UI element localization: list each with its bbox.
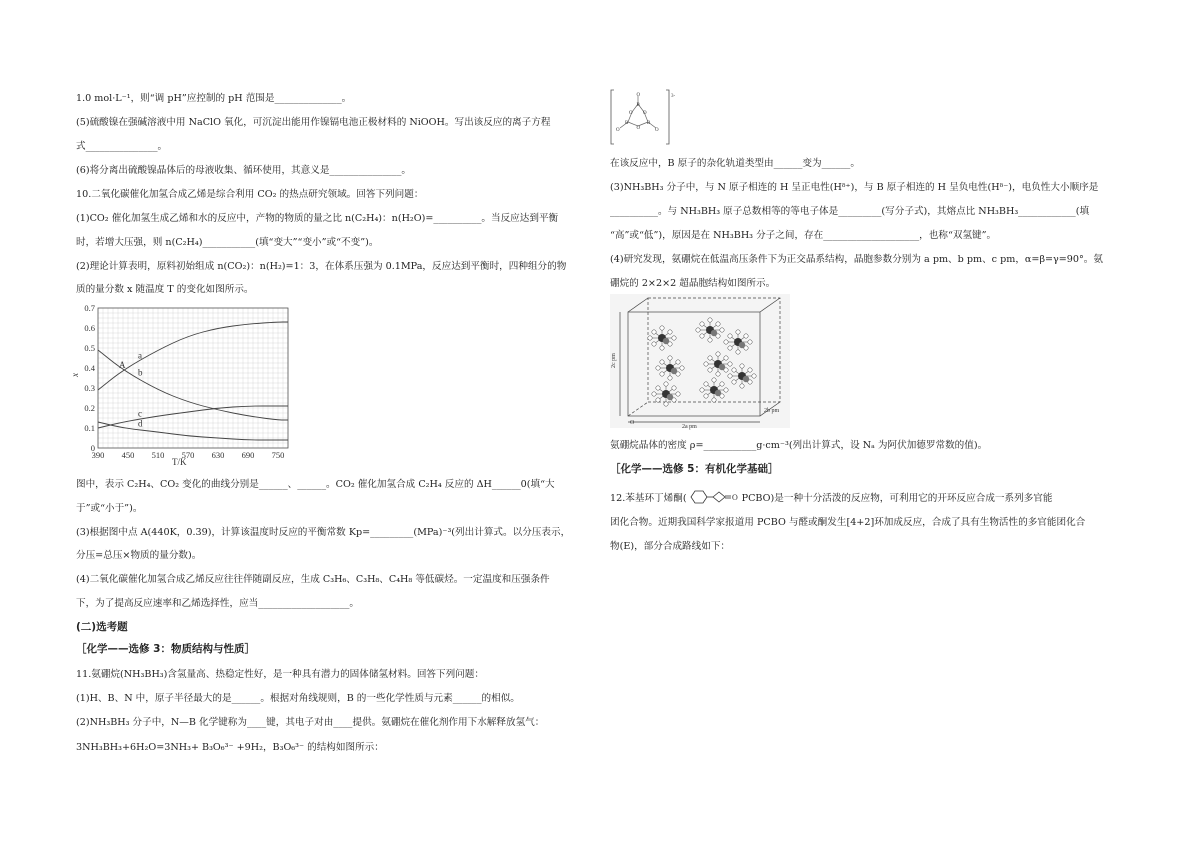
text-line: 1.0 mol·L⁻¹，则“调 pH”应控制的 pH 范围是______________。 <box>76 93 352 104</box>
charge-label: 3- <box>671 94 676 99</box>
question-12-line: 12.苯基环丁烯酮( O PCBO)是一种十分活泼的反应物，可利用它的开环反应合成一系列多官能 <box>610 489 1052 508</box>
axis-2c-label: 2c pm <box>611 353 617 368</box>
svg-text:O: O <box>655 128 659 133</box>
text-line: 式_______________。 <box>76 141 168 152</box>
svg-text:O: O <box>643 111 647 116</box>
svg-text:O: O <box>636 93 641 98</box>
text-line: (1)H、B、N 中，原子半径最大的是______。根据对角线规则，B 的一些化学性质与元素______的相似。 <box>76 693 520 704</box>
text-line: (4)二氧化碳催化加氢合成乙烯反应往往伴随副反应，生成 C₃H₆、C₃H₈、C₄H₈ 等低碳烃。一定温度和压强条件 <box>76 574 550 585</box>
text-line: 在该反应中，B 原子的杂化轨道类型由______变为______。 <box>610 158 860 169</box>
text-line: 时，若增大压强，则 n(C₂H₄)___________(填“变大”“变小”或“不变”)。 <box>76 237 379 248</box>
x-tick-label: 630 <box>211 450 225 460</box>
mole-fraction-chart <box>70 300 296 470</box>
text-line: 氨硼烷晶体的密度 ρ=___________g·cm⁻³(列出计算式，设 Nₐ 为阿伏加德罗常数的值)。 <box>610 440 988 451</box>
axis-2a-label: 2a pm <box>682 424 697 430</box>
text-line: 物(E)，部分合成路线如下： <box>610 541 731 552</box>
series-label-a: a <box>138 350 142 361</box>
point-label-a: A <box>119 360 126 370</box>
svg-text:O: O <box>629 111 633 116</box>
text-line: 于”或“小于”)。 <box>76 503 143 514</box>
text-line: 下，为了提高反应速率和乙烯选择性，应当___________________。 <box>76 598 360 609</box>
text-line: (2)理论计算表明，原料初始组成 n(CO₂)：n(H₂)=1：3，在体系压强为 0.1MPa，反应达到平衡时，四种组分的物 <box>76 261 567 272</box>
x-tick-label: 690 <box>241 450 255 460</box>
x-tick-label: 570 <box>181 450 195 460</box>
series-label-c: c <box>138 408 142 419</box>
y-tick-label: 0.6 <box>84 323 95 333</box>
text-line: 团化合物。近期我国科学家报道用 PCBO 与醛或酮发生[4+2]环加成反应，合成了具有生物活性的多官能团化合 <box>610 517 1086 528</box>
svg-text:B: B <box>625 121 629 126</box>
series-label-b: b <box>138 367 143 378</box>
pcbo-structure <box>687 489 739 505</box>
elective-heading: ［化学——选修 5：有机化学基础］ <box>610 463 779 475</box>
y-tick-label: 0.1 <box>84 423 95 433</box>
svg-text:B: B <box>636 103 640 108</box>
text-line: 图中，表示 C₂H₄、CO₂ 变化的曲线分别是______、______。CO₂ 催化加氢合成 C₂H₄ 反应的 ΔH______0(填“大 <box>76 479 555 490</box>
y-tick-label: 0 <box>90 443 95 453</box>
chart-series-labels <box>138 350 143 428</box>
y-tick-label: 0.2 <box>84 403 95 413</box>
x-tick-label: 390 <box>91 450 105 460</box>
text-line: (5)硫酸镍在强碱溶液中用 NaClO 氧化，可沉淀出能用作镍镉电池正极材料的 NiOOH。写出该反应的离子方程 <box>76 117 551 128</box>
y-tick-label: 0.7 <box>84 303 95 313</box>
x-tick-label: 450 <box>121 450 135 460</box>
x-axis-label: T/K <box>172 457 187 467</box>
svg-text:B: B <box>647 121 651 126</box>
svg-text:O: O <box>636 126 641 131</box>
text-line: “高”或“低”)，原因是在 NH₃BH₃ 分子之间，存在____________________，也称“双氢键”。 <box>610 230 997 241</box>
x-tick-label: 510 <box>151 450 165 460</box>
svg-text:O: O <box>616 128 620 133</box>
origin-label: O <box>630 420 635 426</box>
text-line: 硼烷的 2×2×2 超晶胞结构如图所示。 <box>610 278 776 289</box>
text-line: __________。与 NH₃BH₃ 原子总数相等的等电子体是_________(写分子式)，其熔点比 NH₃BH₃____________(填 <box>610 206 1090 217</box>
text-line: (3)NH₃BH₃ 分子中，与 N 原子相连的 H 呈正电性(Hᵟ⁺)，与 B 原子相连的 H 呈负电性(Hᵟ⁻)，电负性大小顺序是 <box>610 182 1099 193</box>
text-line: (2)NH₃BH₃ 分子中，N—B 化学键称为____键，其电子对由____提供。氨硼烷在催化剂作用下水解释放氢气： <box>76 717 545 728</box>
y-tick-label: 0.5 <box>84 343 95 353</box>
x-tick-labels <box>92 450 285 460</box>
text-line: (6)将分离出硫酸镍晶体后的母液收集、循环使用，其意义是_______________。 <box>76 165 411 176</box>
text-line: (3)根据图中点 A(440K，0.39)，计算该温度时反应的平衡常数 Kp=_________(MPa)⁻³(列出计算式。以分压表示， <box>76 527 571 538</box>
text-line: (1)CO₂ 催化加氢生成乙烯和水的反应中，产物的物质的量之比 n(C₂H₄)：n(H₂O)=__________。当反应达到平衡 <box>76 213 559 224</box>
section-heading: (二)选考题 <box>76 621 128 633</box>
text-line: (4)研究发现，氨硼烷在低温高压条件下为正交晶系结构，晶胞参数分别为 a pm、b pm、c pm，α=β=γ=90°。氨 <box>610 254 1103 265</box>
x-tick-label: 750 <box>271 450 285 460</box>
series-label-d: d <box>138 418 143 429</box>
b3o6-structure <box>610 88 680 148</box>
y-tick-labels <box>84 303 95 453</box>
text-line: 分压=总压×物质的量分数)。 <box>76 550 202 561</box>
y-tick-label: 0.3 <box>84 383 95 393</box>
svg-text:O: O <box>731 493 738 502</box>
y-tick-label: 0.4 <box>84 363 95 373</box>
y-axis-label: x <box>70 373 80 377</box>
question-10-heading: 10.二氧化碳催化加氢合成乙烯是综合利用 CO₂ 的热点研究领域。回答下列问题： <box>76 189 424 200</box>
chart-grid <box>98 308 288 448</box>
axis-2b-label: 2b pm <box>764 408 780 414</box>
text-line: 质的量分数 x 随温度 T 的变化如图所示。 <box>76 284 254 295</box>
question-11-heading: 11.氨硼烷(NH₃BH₃)含氢量高、热稳定性好，是一种具有潜力的固体储氢材料。回答下列问题： <box>76 669 484 680</box>
elective-heading: ［化学——选修 3：物质结构与性质］ <box>76 643 255 655</box>
supercell-figure <box>610 294 790 428</box>
chart-annotations <box>119 360 126 370</box>
text-line: 3NH₃BH₃+6H₂O=3NH₃+ B₃O₆³⁻ +9H₂，B₃O₆³⁻ 的结构如图所示： <box>76 742 384 753</box>
